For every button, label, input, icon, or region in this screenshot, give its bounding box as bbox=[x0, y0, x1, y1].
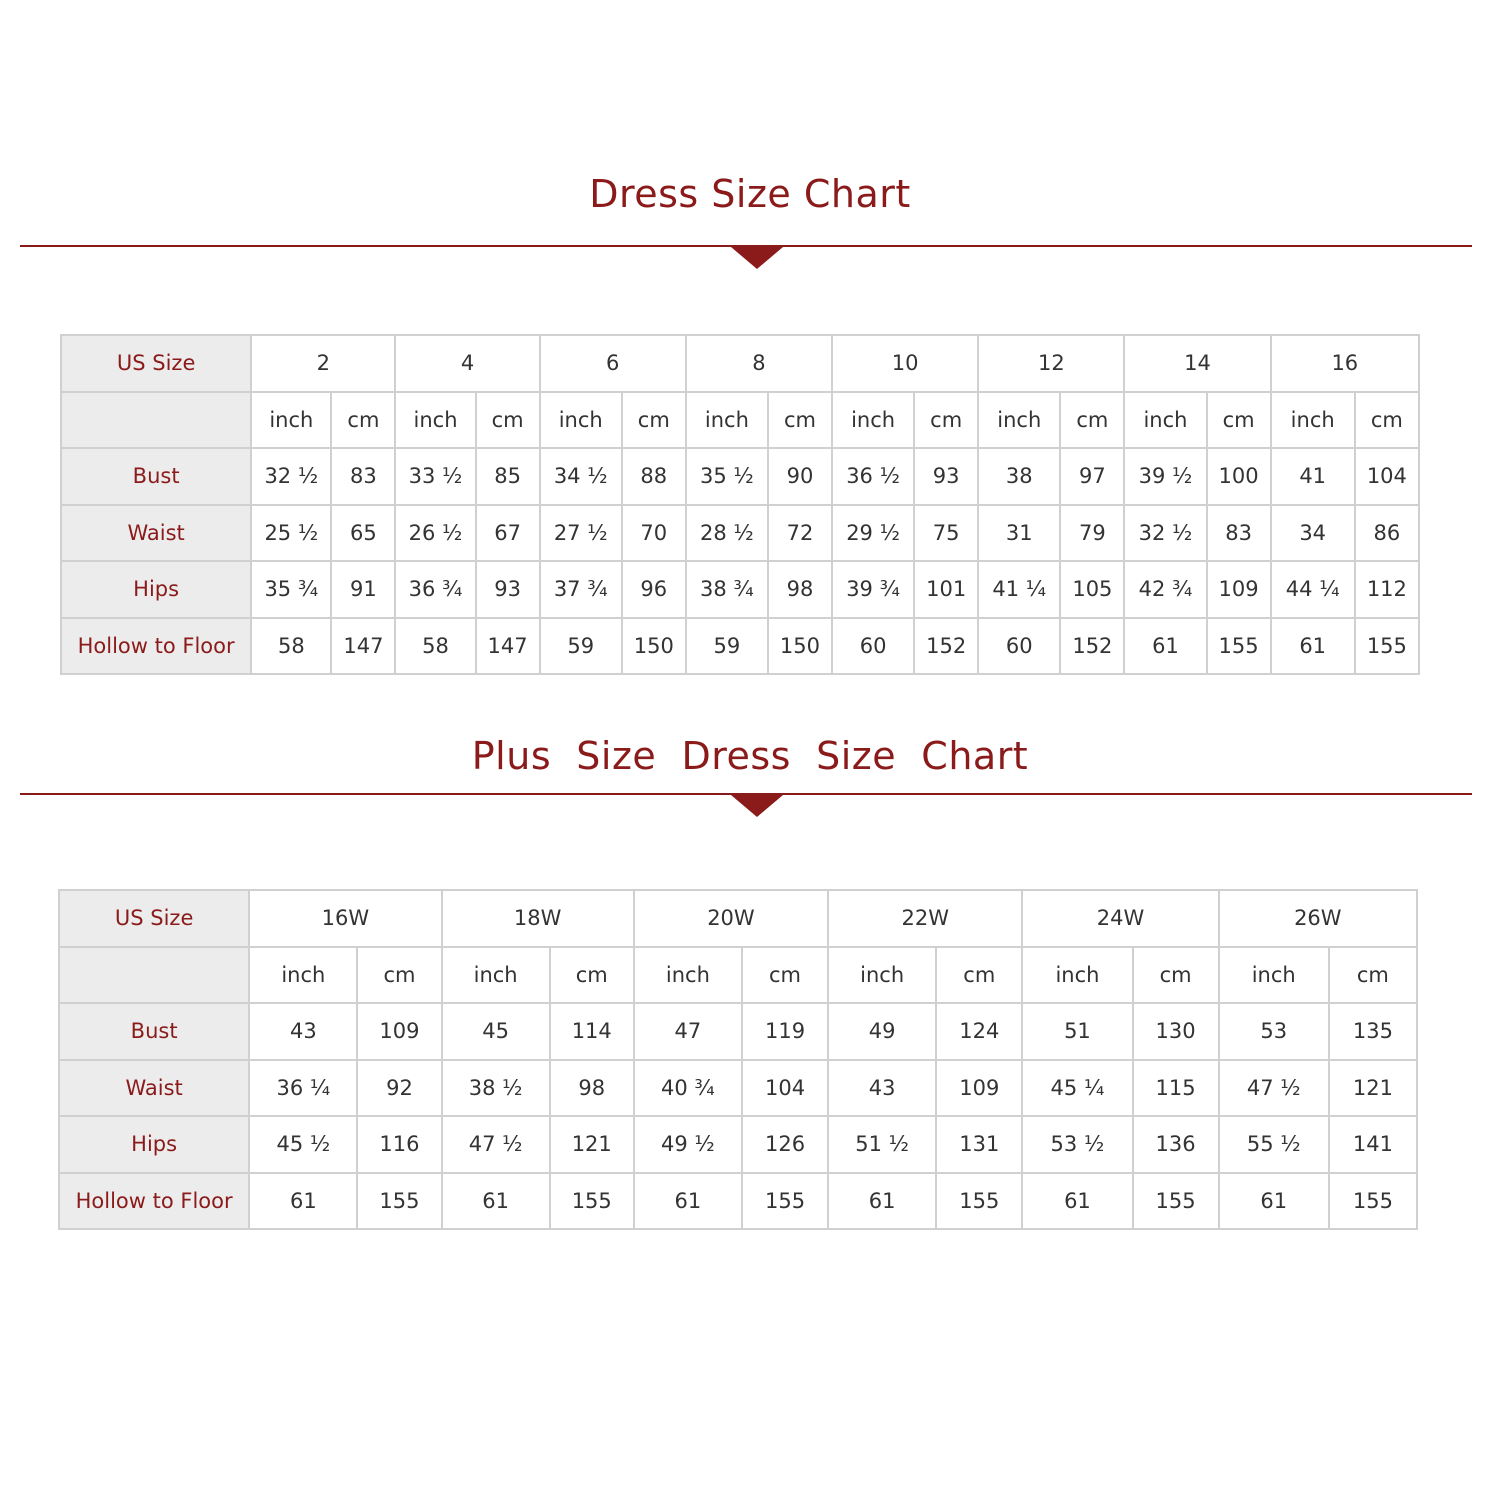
measurement-value: 79 bbox=[1060, 505, 1124, 562]
unit-header: cm bbox=[936, 947, 1022, 1004]
unit-header: cm bbox=[331, 392, 395, 449]
measurement-label: Hollow to Floor bbox=[59, 1173, 249, 1230]
size-header: 22W bbox=[828, 890, 1022, 947]
table-row bbox=[61, 618, 1419, 675]
unit-header: inch bbox=[395, 392, 475, 449]
measurement-value: 61 bbox=[1124, 618, 1206, 675]
measurement-value: 28 ½ bbox=[686, 505, 768, 562]
measurement-value: 109 bbox=[936, 1060, 1022, 1117]
divider-notch-plus bbox=[731, 795, 783, 817]
measurement-label: Waist bbox=[59, 1060, 249, 1117]
table-row bbox=[61, 505, 1419, 562]
size-header: 10 bbox=[832, 335, 978, 392]
measurement-value: 53 ½ bbox=[1022, 1116, 1132, 1173]
measurement-value: 42 ¾ bbox=[1124, 561, 1206, 618]
measurement-value: 109 bbox=[1207, 561, 1271, 618]
table-row bbox=[59, 1173, 1417, 1230]
measurement-value: 104 bbox=[1355, 448, 1419, 505]
measurement-value: 155 bbox=[742, 1173, 828, 1230]
table-row bbox=[59, 1003, 1417, 1060]
header-row-units bbox=[59, 947, 1417, 1004]
measurement-value: 116 bbox=[357, 1116, 441, 1173]
measurement-value: 141 bbox=[1329, 1116, 1417, 1173]
unit-header: cm bbox=[1329, 947, 1417, 1004]
unit-header: inch bbox=[251, 392, 331, 449]
measurement-value: 61 bbox=[442, 1173, 550, 1230]
size-header: 2 bbox=[251, 335, 395, 392]
size-header: 26W bbox=[1219, 890, 1417, 947]
measurement-value: 152 bbox=[914, 618, 978, 675]
measurement-value: 45 ½ bbox=[249, 1116, 357, 1173]
unit-header: inch bbox=[832, 392, 914, 449]
size-header: 12 bbox=[978, 335, 1124, 392]
measurement-value: 36 ¼ bbox=[249, 1060, 357, 1117]
measurement-value: 98 bbox=[768, 561, 832, 618]
unit-header: inch bbox=[978, 392, 1060, 449]
measurement-value: 100 bbox=[1207, 448, 1271, 505]
size-header: 8 bbox=[686, 335, 832, 392]
measurement-value: 55 ½ bbox=[1219, 1116, 1329, 1173]
measurement-value: 31 bbox=[978, 505, 1060, 562]
unit-header: cm bbox=[622, 392, 686, 449]
measurement-value: 41 bbox=[1271, 448, 1355, 505]
measurement-value: 44 ¼ bbox=[1271, 561, 1355, 618]
measurement-value: 35 ¾ bbox=[251, 561, 331, 618]
measurement-value: 29 ½ bbox=[832, 505, 914, 562]
measurement-value: 121 bbox=[550, 1116, 634, 1173]
unit-header: cm bbox=[550, 947, 634, 1004]
chart-title-standard: Dress Size Chart bbox=[589, 172, 911, 216]
measurement-value: 92 bbox=[357, 1060, 441, 1117]
measurement-value: 61 bbox=[249, 1173, 357, 1230]
measurement-value: 53 bbox=[1219, 1003, 1329, 1060]
table-row bbox=[59, 1116, 1417, 1173]
size-header: 4 bbox=[395, 335, 539, 392]
chart-title-plus: Plus Size Dress Size Chart bbox=[471, 734, 1029, 778]
measurement-value: 85 bbox=[476, 448, 540, 505]
unit-header: cm bbox=[476, 392, 540, 449]
measurement-value: 101 bbox=[914, 561, 978, 618]
measurement-value: 38 ½ bbox=[442, 1060, 550, 1117]
measurement-value: 93 bbox=[914, 448, 978, 505]
table-row bbox=[61, 448, 1419, 505]
measurement-value: 51 ½ bbox=[828, 1116, 936, 1173]
measurement-value: 126 bbox=[742, 1116, 828, 1173]
measurement-value: 49 bbox=[828, 1003, 936, 1060]
measurement-value: 109 bbox=[357, 1003, 441, 1060]
measurement-value: 67 bbox=[476, 505, 540, 562]
measurement-value: 115 bbox=[1133, 1060, 1219, 1117]
measurement-value: 58 bbox=[395, 618, 475, 675]
measurement-value: 36 ¾ bbox=[395, 561, 475, 618]
measurement-value: 25 ½ bbox=[251, 505, 331, 562]
measurement-value: 147 bbox=[331, 618, 395, 675]
unit-header: inch bbox=[1271, 392, 1355, 449]
measurement-value: 59 bbox=[540, 618, 622, 675]
measurement-label: Waist bbox=[61, 505, 251, 562]
header-row-sizes bbox=[61, 335, 1419, 392]
measurement-value: 88 bbox=[622, 448, 686, 505]
measurement-value: 83 bbox=[1207, 505, 1271, 562]
measurement-value: 121 bbox=[1329, 1060, 1417, 1117]
measurement-value: 91 bbox=[331, 561, 395, 618]
measurement-label: Bust bbox=[61, 448, 251, 505]
unit-header: inch bbox=[1219, 947, 1329, 1004]
measurement-value: 135 bbox=[1329, 1003, 1417, 1060]
unit-header: inch bbox=[540, 392, 622, 449]
unit-header: inch bbox=[249, 947, 357, 1004]
measurement-value: 47 ½ bbox=[442, 1116, 550, 1173]
measurement-value: 97 bbox=[1060, 448, 1124, 505]
measurement-value: 155 bbox=[1207, 618, 1271, 675]
measurement-label: Hips bbox=[59, 1116, 249, 1173]
measurement-value: 47 ½ bbox=[1219, 1060, 1329, 1117]
measurement-value: 38 ¾ bbox=[686, 561, 768, 618]
divider-notch-standard bbox=[731, 247, 783, 269]
measurement-value: 155 bbox=[550, 1173, 634, 1230]
measurement-value: 59 bbox=[686, 618, 768, 675]
measurement-value: 43 bbox=[249, 1003, 357, 1060]
size-header: 6 bbox=[540, 335, 686, 392]
size-header: 24W bbox=[1022, 890, 1218, 947]
measurement-value: 114 bbox=[550, 1003, 634, 1060]
measurement-value: 98 bbox=[550, 1060, 634, 1117]
size-table-plus bbox=[58, 889, 1418, 1230]
unit-header: cm bbox=[768, 392, 832, 449]
table-row bbox=[59, 1060, 1417, 1117]
measurement-value: 36 ½ bbox=[832, 448, 914, 505]
size-header: 14 bbox=[1124, 335, 1270, 392]
measurement-value: 60 bbox=[832, 618, 914, 675]
unit-header: inch bbox=[442, 947, 550, 1004]
header-label-us-size: US Size bbox=[59, 890, 249, 947]
measurement-label: Bust bbox=[59, 1003, 249, 1060]
measurement-value: 72 bbox=[768, 505, 832, 562]
measurement-value: 49 ½ bbox=[634, 1116, 742, 1173]
measurement-value: 61 bbox=[1271, 618, 1355, 675]
unit-header: inch bbox=[634, 947, 742, 1004]
unit-header: inch bbox=[1022, 947, 1132, 1004]
measurement-value: 45 ¼ bbox=[1022, 1060, 1132, 1117]
table-row bbox=[61, 561, 1419, 618]
size-table-standard bbox=[60, 334, 1420, 675]
unit-row-blank bbox=[59, 947, 249, 1004]
measurement-value: 104 bbox=[742, 1060, 828, 1117]
unit-header: cm bbox=[1133, 947, 1219, 1004]
measurement-value: 155 bbox=[1329, 1173, 1417, 1230]
measurement-value: 147 bbox=[476, 618, 540, 675]
unit-header: cm bbox=[742, 947, 828, 1004]
measurement-value: 45 bbox=[442, 1003, 550, 1060]
unit-row-blank bbox=[61, 392, 251, 449]
measurement-value: 155 bbox=[357, 1173, 441, 1230]
measurement-value: 152 bbox=[1060, 618, 1124, 675]
measurement-value: 155 bbox=[1133, 1173, 1219, 1230]
unit-header: cm bbox=[1060, 392, 1124, 449]
unit-header: inch bbox=[828, 947, 936, 1004]
measurement-value: 119 bbox=[742, 1003, 828, 1060]
measurement-value: 86 bbox=[1355, 505, 1419, 562]
unit-header: cm bbox=[1355, 392, 1419, 449]
measurement-value: 90 bbox=[768, 448, 832, 505]
measurement-value: 60 bbox=[978, 618, 1060, 675]
measurement-value: 93 bbox=[476, 561, 540, 618]
measurement-value: 70 bbox=[622, 505, 686, 562]
measurement-value: 40 ¾ bbox=[634, 1060, 742, 1117]
measurement-value: 32 ½ bbox=[1124, 505, 1206, 562]
measurement-value: 83 bbox=[331, 448, 395, 505]
header-row-units bbox=[61, 392, 1419, 449]
measurement-value: 155 bbox=[936, 1173, 1022, 1230]
header-label-us-size: US Size bbox=[61, 335, 251, 392]
header-row-sizes bbox=[59, 890, 1417, 947]
measurement-value: 27 ½ bbox=[540, 505, 622, 562]
size-header: 16 bbox=[1271, 335, 1419, 392]
measurement-value: 39 ¾ bbox=[832, 561, 914, 618]
size-header: 16W bbox=[249, 890, 441, 947]
measurement-value: 61 bbox=[634, 1173, 742, 1230]
measurement-value: 39 ½ bbox=[1124, 448, 1206, 505]
measurement-value: 33 ½ bbox=[395, 448, 475, 505]
measurement-value: 105 bbox=[1060, 561, 1124, 618]
measurement-value: 150 bbox=[622, 618, 686, 675]
size-header: 18W bbox=[442, 890, 634, 947]
measurement-value: 41 ¼ bbox=[978, 561, 1060, 618]
unit-header: cm bbox=[914, 392, 978, 449]
unit-header: inch bbox=[686, 392, 768, 449]
measurement-value: 38 bbox=[978, 448, 1060, 505]
measurement-value: 61 bbox=[828, 1173, 936, 1230]
measurement-value: 34 bbox=[1271, 505, 1355, 562]
measurement-value: 34 ½ bbox=[540, 448, 622, 505]
measurement-value: 136 bbox=[1133, 1116, 1219, 1173]
size-header: 20W bbox=[634, 890, 828, 947]
measurement-value: 112 bbox=[1355, 561, 1419, 618]
measurement-value: 35 ½ bbox=[686, 448, 768, 505]
unit-header: cm bbox=[357, 947, 441, 1004]
unit-header: inch bbox=[1124, 392, 1206, 449]
measurement-value: 131 bbox=[936, 1116, 1022, 1173]
measurement-value: 43 bbox=[828, 1060, 936, 1117]
measurement-value: 65 bbox=[331, 505, 395, 562]
measurement-value: 61 bbox=[1219, 1173, 1329, 1230]
measurement-value: 58 bbox=[251, 618, 331, 675]
measurement-value: 96 bbox=[622, 561, 686, 618]
measurement-value: 47 bbox=[634, 1003, 742, 1060]
measurement-value: 75 bbox=[914, 505, 978, 562]
measurement-value: 130 bbox=[1133, 1003, 1219, 1060]
measurement-value: 37 ¾ bbox=[540, 561, 622, 618]
unit-header: cm bbox=[1207, 392, 1271, 449]
measurement-value: 61 bbox=[1022, 1173, 1132, 1230]
measurement-value: 32 ½ bbox=[251, 448, 331, 505]
measurement-value: 155 bbox=[1355, 618, 1419, 675]
measurement-value: 150 bbox=[768, 618, 832, 675]
measurement-label: Hollow to Floor bbox=[61, 618, 251, 675]
measurement-value: 51 bbox=[1022, 1003, 1132, 1060]
measurement-value: 26 ½ bbox=[395, 505, 475, 562]
measurement-label: Hips bbox=[61, 561, 251, 618]
measurement-value: 124 bbox=[936, 1003, 1022, 1060]
